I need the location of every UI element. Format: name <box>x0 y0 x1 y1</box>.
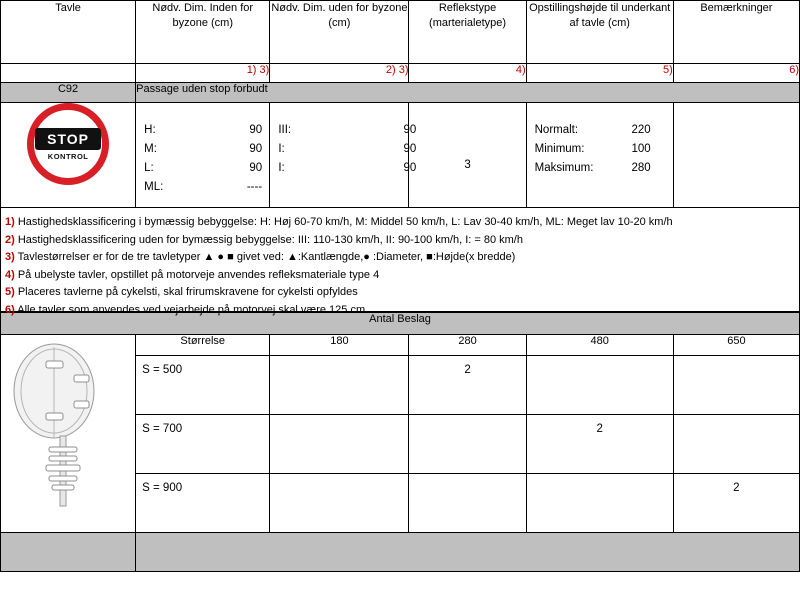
footnote-number: 4) <box>5 268 15 281</box>
beslag-cell <box>526 356 673 415</box>
inside-byzone-value: 90 <box>249 162 263 174</box>
footnote-text: Alle tavler som anvendes ved vejarbejde på motorvej skal være 125 cm <box>17 303 366 316</box>
outside-byzone-value: 90 <box>403 124 417 136</box>
mounting-height-key: Normalt: <box>534 124 579 136</box>
inside-byzone-key: L: <box>144 162 154 174</box>
footnote <box>5 232 793 250</box>
footnotes-block <box>0 208 800 316</box>
sign-code: C92 <box>1 83 136 103</box>
inside-byzone-key: M: <box>144 143 157 155</box>
footnote-text: Hastighedsklassificering uden for bymæssig bebyggelse: III: 110-130 km/h, II: 90-100 km/h, I: = 80 km/h <box>17 233 523 246</box>
beslag-footer-cell <box>1 533 136 572</box>
column-header-tavle: Tavle <box>1 1 136 64</box>
mounting-height-cell <box>526 103 673 208</box>
beslag-cell: 2 <box>526 415 673 474</box>
beslag-column-header-180: 180 <box>270 335 409 356</box>
beslag-cell <box>409 474 526 533</box>
footnote-text: Tavlestørrelser er for de tre tavletyper ▲ ● ■ givet ved: ▲:Kantlængde,● :Diameter, ■:Højde(x bredde) <box>17 251 516 263</box>
beslag-table <box>0 312 800 572</box>
reflex-type-cell <box>409 103 526 208</box>
sign-detail-row <box>1 103 800 208</box>
bracket-drawing-cell <box>1 335 136 533</box>
column-header-outside-byzone: Nødv. Dim. uden for byzone (cm) <box>270 1 409 64</box>
footnote <box>5 284 793 302</box>
inside-byzone-key: H: <box>144 124 156 136</box>
beslag-title: Antal Beslag <box>1 313 800 335</box>
outside-byzone-list <box>270 103 417 178</box>
mounting-height-value: 220 <box>631 124 651 136</box>
outside-byzone-key: I: <box>278 162 285 174</box>
mounting-height-key: Maksimum: <box>534 162 594 174</box>
mounting-height-item <box>535 159 665 178</box>
stop-sign-main-text: STOP <box>35 128 101 150</box>
inside-byzone-cell <box>136 103 270 208</box>
footnote-number: 3) <box>5 251 15 263</box>
footnote-number: 6) <box>5 303 15 316</box>
beslag-header-row <box>1 335 800 356</box>
header-note-mounting-height: 5) <box>526 64 673 83</box>
inside-byzone-item <box>144 178 261 197</box>
beslag-cell <box>673 356 799 415</box>
footnote-text: Hastighedsklassificering i bymæssig bebyggelse: H: Høj 60-70 km/h, M: Middel 50 km/h, L: Lav 30-40 km/h, ML: Meget lav 10-20 km/h <box>17 216 673 228</box>
outside-byzone-item <box>278 140 417 159</box>
footnote-number: 5) <box>5 286 15 298</box>
beslag-cell <box>270 415 409 474</box>
mounting-height-value: 100 <box>631 143 651 155</box>
mounting-height-item <box>535 121 665 140</box>
stop-sign-sub-text: KONTROL <box>47 151 89 161</box>
inside-byzone-item <box>144 121 261 140</box>
main-spec-table <box>0 0 800 208</box>
footnote <box>5 267 793 285</box>
beslag-size-label: S = 500 <box>136 356 270 415</box>
outside-byzone-key: III: <box>278 124 292 136</box>
sign-band-row <box>1 83 800 103</box>
mounting-height-list <box>527 103 673 178</box>
header-note-reflex-type: 4) <box>409 64 526 83</box>
column-header-reflex-type: Reflekstype (marterialetype) <box>409 1 526 64</box>
sign-bracket-diagram-icon <box>2 335 135 510</box>
footnote-number: 1) <box>5 216 15 228</box>
table-header-note-row <box>1 64 800 83</box>
beslag-column-header-650: 650 <box>673 335 799 356</box>
inside-byzone-value: 90 <box>249 143 263 155</box>
beslag-cell <box>409 415 526 474</box>
column-header-mounting-height: Opstillingshøjde til underkant af tavle (cm) <box>526 1 673 64</box>
inside-byzone-list <box>136 103 269 197</box>
beslag-cell <box>673 415 799 474</box>
outside-byzone-key: I: <box>278 143 285 155</box>
beslag-cell <box>270 474 409 533</box>
inside-byzone-item <box>144 140 261 159</box>
column-header-inside-byzone: Nødv. Dim. Inden for byzone (cm) <box>136 1 270 64</box>
sign-title: Passage uden stop forbudt <box>136 83 800 103</box>
beslag-column-header-480: 480 <box>526 335 673 356</box>
beslag-cell: 2 <box>409 356 526 415</box>
stop-sign-icon <box>27 103 109 185</box>
inside-byzone-key: ML: <box>144 181 164 193</box>
inside-byzone-value: 90 <box>249 124 263 136</box>
outside-byzone-item <box>278 121 417 140</box>
sign-image-cell <box>1 103 136 208</box>
mounting-height-key: Minimum: <box>534 143 585 155</box>
reflex-type-value: 3 <box>464 159 471 171</box>
footnote <box>5 214 793 232</box>
mounting-height-item <box>535 140 665 159</box>
beslag-cell: 2 <box>673 474 799 533</box>
header-note-tavle <box>1 64 136 83</box>
inside-byzone-item <box>144 159 261 178</box>
mounting-height-value: 280 <box>631 162 651 174</box>
beslag-size-label: S = 700 <box>136 415 270 474</box>
footnote-text: På ubelyste tavler, opstillet på motorveje anvendes refleksmateriale type 4 <box>17 268 380 281</box>
beslag-cell <box>270 356 409 415</box>
outside-byzone-cell <box>270 103 417 208</box>
header-note-remarks: 6) <box>673 64 799 83</box>
header-note-outside-byzone: 2) 3) <box>270 64 409 83</box>
header-note-inside-byzone: 1) 3) <box>136 64 270 83</box>
footnote <box>5 249 793 267</box>
beslag-column-header-280: 280 <box>409 335 526 356</box>
table-header-row <box>1 1 800 64</box>
beslag-column-header-size: Størrelse <box>136 335 270 356</box>
outside-byzone-value: 90 <box>403 162 417 174</box>
footnote-text: Placeres tavlerne på cykelsti, skal frirumskravene for cykelsti opfyldes <box>17 286 358 298</box>
inside-byzone-value: ---- <box>246 181 263 193</box>
beslag-size-label: S = 900 <box>136 474 270 533</box>
outside-byzone-item <box>278 159 417 178</box>
column-header-remarks: Bemærkninger <box>673 1 799 64</box>
beslag-cell <box>526 474 673 533</box>
remarks-cell <box>673 103 799 208</box>
beslag-footer-cell <box>136 533 800 572</box>
footnote-number: 2) <box>5 233 15 246</box>
beslag-footer-row <box>1 533 800 572</box>
outside-byzone-value: 90 <box>403 143 417 155</box>
